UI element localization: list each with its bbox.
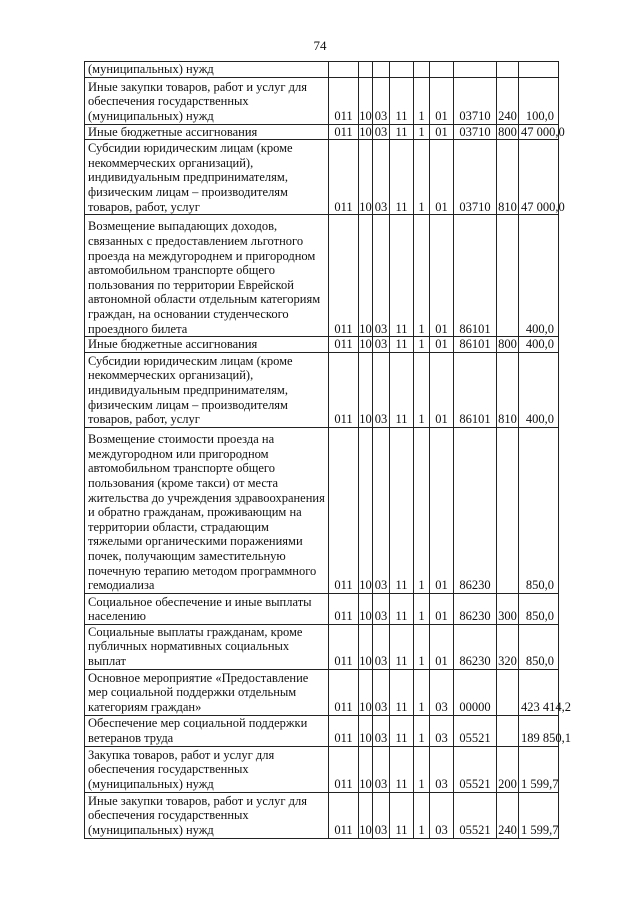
program-code: 11 <box>390 77 414 124</box>
section-code: 10 <box>359 352 373 427</box>
section-code <box>359 62 373 78</box>
direction-code: 00000 <box>454 669 497 715</box>
subprogram-code: 1 <box>414 352 430 427</box>
program-code: 11 <box>390 593 414 624</box>
ministry-code: 011 <box>329 715 359 746</box>
direction-code: 05521 <box>454 792 497 838</box>
program-code <box>390 62 414 78</box>
direction-code <box>454 62 497 78</box>
subprogram-code: 1 <box>414 215 430 337</box>
section-code: 10 <box>359 792 373 838</box>
subsection-code: 03 <box>373 124 390 140</box>
main-event-code: 03 <box>430 792 454 838</box>
main-event-code: 03 <box>430 715 454 746</box>
main-event-code: 01 <box>430 140 454 215</box>
section-code: 10 <box>359 215 373 337</box>
amount: 400,0 <box>519 337 559 353</box>
program-code: 11 <box>390 215 414 337</box>
table-row <box>85 62 559 78</box>
ministry-code: 011 <box>329 593 359 624</box>
subsection-code: 03 <box>373 593 390 624</box>
table-row <box>85 624 559 669</box>
budget-table <box>84 61 571 839</box>
ministry-code: 011 <box>329 124 359 140</box>
main-event-code <box>430 62 454 78</box>
ministry-code <box>329 62 359 78</box>
row-description: Социальные выплаты гражданам, кроме публичных нормативных социальных выплат <box>85 624 329 669</box>
subprogram-code: 1 <box>414 124 430 140</box>
direction-code: 86230 <box>454 593 497 624</box>
table-row <box>85 792 559 838</box>
table-row <box>85 124 559 140</box>
program-code: 11 <box>390 124 414 140</box>
table-row <box>85 77 559 124</box>
expense-type-code: 800 <box>498 124 517 139</box>
direction-code: 03710 <box>454 77 497 124</box>
expense-type-code <box>497 215 519 337</box>
table-row <box>85 427 559 593</box>
main-event-code: 03 <box>430 746 454 792</box>
expense-type-code: 200 <box>497 746 519 792</box>
ministry-code: 011 <box>329 746 359 792</box>
subsection-code: 03 <box>373 352 390 427</box>
table-body <box>85 62 571 839</box>
ministry-code: 011 <box>329 352 359 427</box>
amount: 189 850,1 <box>519 715 559 746</box>
subprogram-code: 1 <box>414 77 430 124</box>
main-event-code: 01 <box>430 77 454 124</box>
expense-type-code: 240 <box>497 77 519 124</box>
subsection-code: 03 <box>373 746 390 792</box>
ministry-code: 011 <box>329 215 359 337</box>
program-code: 11 <box>390 746 414 792</box>
amount: 47 000,0 <box>519 140 559 215</box>
amount: 400,0 <box>519 352 559 427</box>
amount: 850,0 <box>519 427 559 593</box>
subsection-code: 03 <box>373 140 390 215</box>
subprogram-code: 1 <box>414 624 430 669</box>
row-description: Субсидии юридическим лицам (кроме некоммерческих организаций), индивидуальным предпринимателям, физическим лицам – производителям товаров, работ, услуг <box>85 352 329 427</box>
main-event-code: 01 <box>430 427 454 593</box>
program-code: 11 <box>390 352 414 427</box>
expense-type-code <box>497 669 519 715</box>
expense-type-code: 320 <box>497 624 519 669</box>
table-row <box>85 715 559 746</box>
subprogram-code: 1 <box>414 140 430 215</box>
row-description: (муниципальных) нужд <box>85 62 329 78</box>
ministry-code: 011 <box>329 792 359 838</box>
table-row <box>85 140 559 215</box>
table-row <box>85 746 559 792</box>
section-code: 10 <box>359 124 372 139</box>
section-code: 10 <box>359 624 373 669</box>
amount: 423 414,2 <box>519 669 559 715</box>
main-event-code: 01 <box>430 215 454 337</box>
main-event-code: 01 <box>430 352 454 427</box>
program-code: 11 <box>390 140 414 215</box>
table-row <box>85 337 559 353</box>
direction-code: 86230 <box>454 624 497 669</box>
row-description: Иные бюджетные ассигнования <box>85 337 329 353</box>
expense-type-code: 800 <box>498 337 517 352</box>
subsection-code: 03 <box>373 77 390 124</box>
table-row <box>85 669 559 715</box>
row-description: Социальное обеспечение и иные выплаты населению <box>85 593 329 624</box>
ministry-code: 011 <box>329 427 359 593</box>
expense-type-code: 300 <box>497 593 519 624</box>
row-description: Возмещение стоимости проезда на междугородном или пригородном автомобильном транспорте общего пользования (кроме такси) от места жительства до учреждения здравоохранения и обратно гражданам, проживающим на территории области, страдающим тяжелыми органическими поражениями почек, получающим заместительную почечную терапию методом программного гемодиализа <box>85 427 329 593</box>
subsection-code: 03 <box>373 215 390 337</box>
direction-code: 86101 <box>454 337 497 353</box>
direction-code: 86101 <box>454 352 497 427</box>
amount: 1 599,7 <box>519 746 559 792</box>
ministry-code: 011 <box>329 77 359 124</box>
ministry-code: 011 <box>329 669 359 715</box>
subprogram-code: 1 <box>414 746 430 792</box>
row-description: Иные закупки товаров, работ и услуг для обеспечения государственных (муниципальных) нужд <box>85 792 329 838</box>
section-code: 10 <box>359 593 373 624</box>
amount: 850,0 <box>519 593 559 624</box>
program-code: 11 <box>390 427 414 593</box>
expense-type-code <box>497 62 519 78</box>
direction-code: 03710 <box>454 124 497 140</box>
program-code: 11 <box>390 715 414 746</box>
section-code: 10 <box>359 669 373 715</box>
main-event-code: 01 <box>430 593 454 624</box>
subprogram-code: 1 <box>414 792 430 838</box>
ministry-code: 011 <box>329 624 359 669</box>
row-description: Возмещение выпадающих доходов, связанных с предоставлением льготного проезда на междугороднем и пригородном автомобильном транспорте общего пользования по территории Еврейской автономной области отдельным категориям граждан, на основании студенческого проездного билета <box>85 215 329 337</box>
table-row <box>85 593 559 624</box>
amount: 100,0 <box>519 77 559 124</box>
section-code: 10 <box>359 140 373 215</box>
subprogram-code <box>414 62 430 78</box>
subprogram-code: 1 <box>414 669 430 715</box>
expense-type-code: 810 <box>497 352 519 427</box>
expense-type-code: 240 <box>497 792 519 838</box>
subprogram-code: 1 <box>414 427 430 593</box>
subprogram-code: 1 <box>414 715 430 746</box>
subsection-code: 03 <box>373 715 390 746</box>
section-code: 10 <box>359 77 373 124</box>
main-event-code: 01 <box>430 337 454 353</box>
expense-type-code <box>497 427 519 593</box>
expense-type-code <box>497 715 519 746</box>
amount: 47 000,0 <box>519 124 559 140</box>
main-event-code: 01 <box>430 124 454 140</box>
table-row <box>85 215 559 337</box>
program-code: 11 <box>390 669 414 715</box>
expense-type-code: 810 <box>497 140 519 215</box>
row-description: Закупка товаров, работ и услуг для обеспечения государственных (муниципальных) нужд <box>85 746 329 792</box>
subprogram-code: 1 <box>414 337 430 353</box>
ministry-code: 011 <box>329 140 359 215</box>
row-description: Основное мероприятие «Предоставление мер социальной поддержки отдельным категориям граждан» <box>85 669 329 715</box>
direction-code: 05521 <box>454 715 497 746</box>
section-code: 10 <box>359 746 373 792</box>
row-description: Субсидии юридическим лицам (кроме некоммерческих организаций), индивидуальным предпринимателям, физическим лицам – производителям товаров, работ, услуг <box>85 140 329 215</box>
program-code: 11 <box>390 624 414 669</box>
section-code: 10 <box>359 715 373 746</box>
main-event-code: 03 <box>430 669 454 715</box>
subsection-code: 03 <box>373 624 390 669</box>
amount: 400,0 <box>519 215 559 337</box>
subsection-code <box>373 62 390 78</box>
subsection-code: 03 <box>373 792 390 838</box>
program-code: 11 <box>390 792 414 838</box>
direction-code: 05521 <box>454 746 497 792</box>
page-number: 74 <box>313 38 327 53</box>
table-row <box>85 352 559 427</box>
row-description: Обеспечение мер социальной поддержки ветеранов труда <box>85 715 329 746</box>
subsection-code: 03 <box>373 337 390 353</box>
section-code: 10 <box>359 427 373 593</box>
direction-code: 86101 <box>454 215 497 337</box>
direction-code: 03710 <box>454 140 497 215</box>
amount: 850,0 <box>519 624 559 669</box>
section-code: 10 <box>359 337 372 352</box>
subprogram-code: 1 <box>414 593 430 624</box>
row-description: Иные бюджетные ассигнования <box>85 124 329 140</box>
amount <box>519 62 559 78</box>
ministry-code: 011 <box>329 337 359 353</box>
subsection-code: 03 <box>373 669 390 715</box>
row-description: Иные закупки товаров, работ и услуг для обеспечения государственных (муниципальных) нужд <box>85 77 329 124</box>
program-code: 11 <box>390 337 414 353</box>
main-event-code: 01 <box>430 624 454 669</box>
direction-code: 86230 <box>454 427 497 593</box>
amount: 1 599,7 <box>519 792 559 838</box>
subsection-code: 03 <box>373 427 390 593</box>
